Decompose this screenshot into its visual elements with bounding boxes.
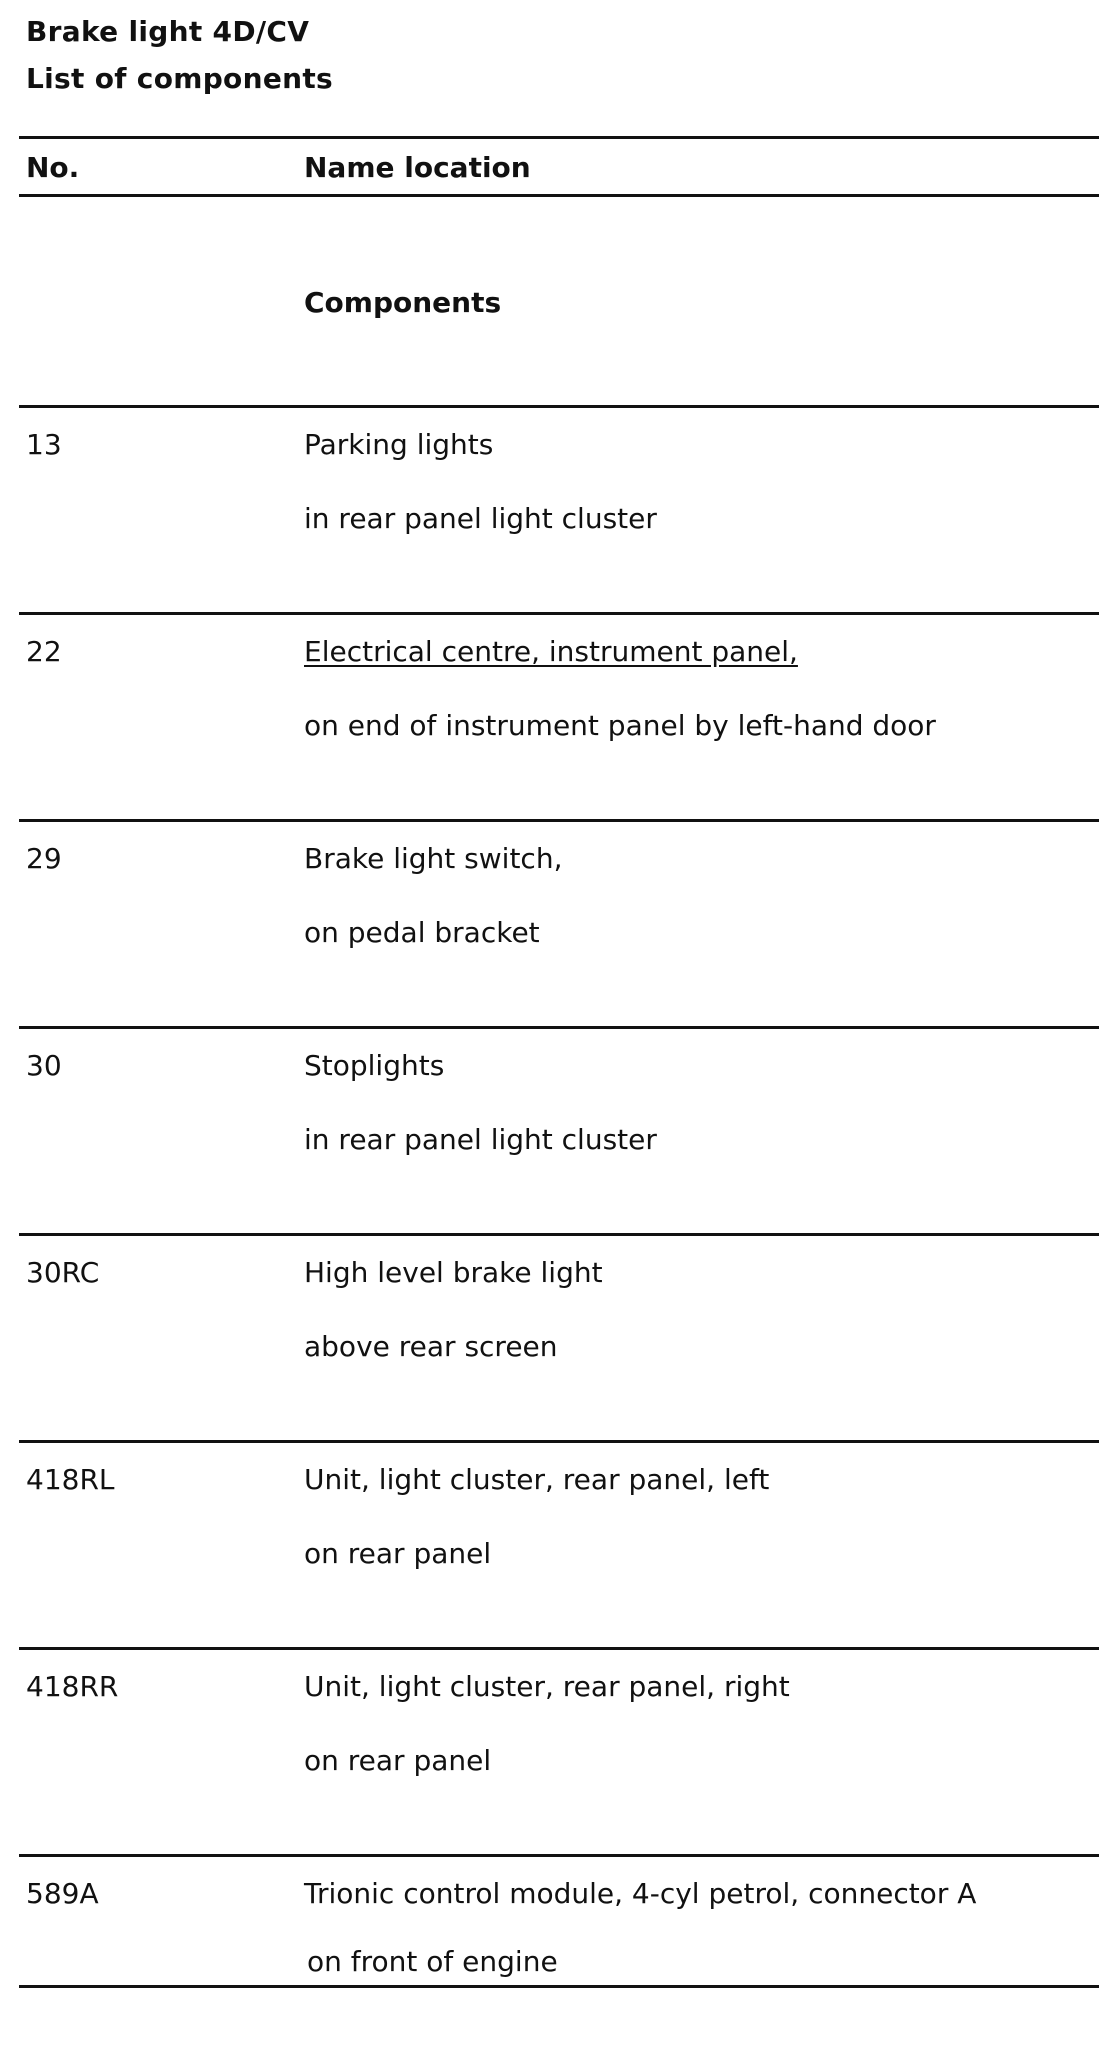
component-location: on pedal bracket: [304, 916, 540, 949]
table-row: [0, 1038, 1120, 1218]
table-row: [0, 1452, 1120, 1632]
table-row: [0, 1866, 1120, 2046]
component-name: Brake light switch,: [304, 842, 563, 875]
row-divider-rule: [19, 1233, 1099, 1236]
component-name: Unit, light cluster, rear panel, right: [304, 1670, 790, 1703]
row-divider-rule: [19, 612, 1099, 615]
table-row: [0, 1659, 1120, 1839]
component-name: High level brake light: [304, 1256, 603, 1289]
section-divider-rule: [19, 405, 1099, 408]
component-location: on rear panel: [304, 1537, 492, 1570]
table-row: [0, 1245, 1120, 1425]
table-header-rule: [19, 194, 1099, 197]
component-name-link[interactable]: Electrical centre, instrument panel,: [304, 635, 798, 668]
row-divider-rule: [19, 1647, 1099, 1650]
row-divider-rule: [19, 819, 1099, 822]
row-divider-rule: [19, 1026, 1099, 1029]
component-number: 418RR: [26, 1670, 119, 1703]
table-row: [0, 624, 1120, 804]
component-number: 30: [26, 1049, 62, 1082]
column-header-no: No.: [26, 151, 80, 184]
component-name: Stoplights: [304, 1049, 445, 1082]
component-number: 589A: [26, 1877, 99, 1910]
table-bottom-rule: [19, 1985, 1099, 1988]
page-subtitle: List of components: [26, 62, 334, 95]
row-divider-rule: [19, 1440, 1099, 1443]
component-number: 13: [26, 428, 62, 461]
table-row: [0, 831, 1120, 1011]
component-location: above rear screen: [304, 1330, 558, 1363]
component-name: Trionic control module, 4-cyl petrol, connector A: [304, 1877, 977, 1910]
component-location: in rear panel light cluster: [304, 1123, 657, 1156]
section-label: Components: [304, 286, 502, 319]
component-number: 29: [26, 842, 62, 875]
table-row: [0, 417, 1120, 597]
component-number: 30RC: [26, 1256, 100, 1289]
table-top-rule: [19, 136, 1099, 139]
component-number: 418RL: [26, 1463, 115, 1496]
component-name: Unit, light cluster, rear panel, left: [304, 1463, 770, 1496]
component-number: 22: [26, 635, 62, 668]
component-location: on rear panel: [304, 1744, 492, 1777]
page-title: Brake light 4D/CV: [26, 15, 310, 48]
component-location: on front of engine: [307, 1945, 558, 1978]
row-divider-rule: [19, 1854, 1099, 1857]
component-location: on end of instrument panel by left-hand door: [304, 709, 936, 742]
component-location: in rear panel light cluster: [304, 502, 657, 535]
component-name: Parking lights: [304, 428, 494, 461]
column-header-name-location: Name location: [304, 151, 531, 184]
